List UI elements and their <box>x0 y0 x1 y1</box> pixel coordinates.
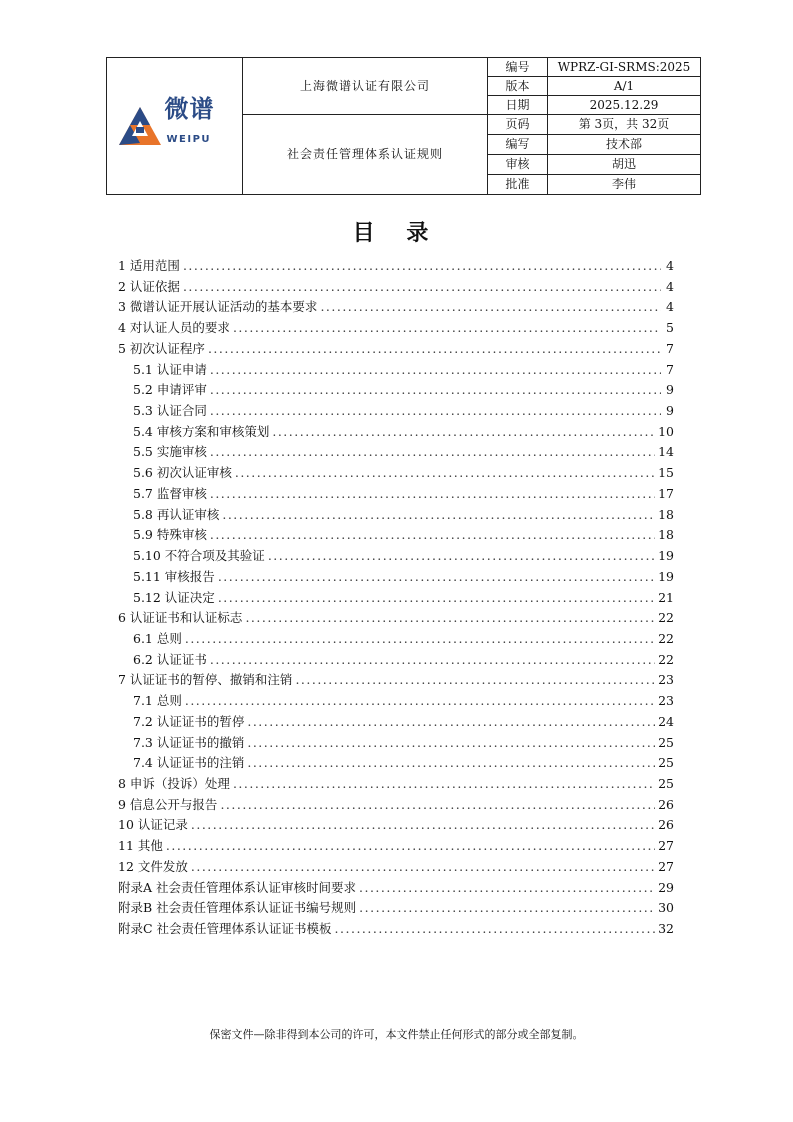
toc-leader-dots <box>210 527 655 542</box>
toc-entry-page: 25 <box>658 755 674 771</box>
toc-entry-label: 7.2 认证证书的暂停 <box>133 713 245 729</box>
toc-entry[interactable] <box>118 401 674 422</box>
toc-leader-dots <box>247 735 655 750</box>
toc-entry[interactable] <box>118 898 674 919</box>
toc-entry[interactable] <box>118 525 674 546</box>
toc-entry-page: 14 <box>658 444 674 460</box>
toc-entry-label: 5.10 不符合项及其验证 <box>133 548 265 564</box>
toc-entry-page: 29 <box>658 879 674 895</box>
toc-entry[interactable] <box>118 505 674 526</box>
toc-entry[interactable] <box>118 753 674 774</box>
toc-leader-dots <box>185 693 655 708</box>
toc-entry-page: 32 <box>658 921 674 936</box>
toc-leader-dots <box>220 797 655 812</box>
toc-leader-dots <box>233 320 661 335</box>
toc-leader-dots <box>210 382 661 397</box>
field-label-approver: 批准 <box>488 175 548 195</box>
toc-leader-dots <box>272 424 655 439</box>
toc-entry[interactable] <box>118 256 674 277</box>
toc-entry-label: 5.12 认证决定 <box>133 589 215 605</box>
toc-leader-dots <box>247 714 655 729</box>
toc-entry-page: 26 <box>658 817 674 833</box>
toc-leader-dots <box>191 859 655 874</box>
toc-entry-label: 2 认证依据 <box>118 278 180 294</box>
toc-entry-page: 22 <box>658 651 674 667</box>
toc-entry[interactable] <box>118 360 674 381</box>
toc-entry[interactable] <box>118 318 674 339</box>
document-header-table <box>106 57 701 195</box>
toc-entry-page: 18 <box>658 527 674 543</box>
toc-entry-page: 26 <box>658 796 674 812</box>
toc-leader-dots <box>210 652 655 667</box>
field-value-page: 第 3页，共 32页 <box>548 115 701 135</box>
toc-entry[interactable] <box>118 815 674 836</box>
toc-entry[interactable] <box>118 277 674 298</box>
toc-entry-label: 5.9 特殊审核 <box>133 527 207 543</box>
toc-entry-page: 18 <box>658 506 674 522</box>
logo-chinese-text: 微谱 <box>164 95 215 123</box>
toc-entry[interactable] <box>118 567 674 588</box>
toc-entry-label: 11 其他 <box>118 838 163 854</box>
toc-entry-label: 5.7 监督审核 <box>133 485 207 501</box>
toc-leader-dots <box>183 258 661 273</box>
toc-entry-label: 4 对认证人员的要求 <box>118 320 230 336</box>
toc-entry[interactable] <box>118 442 674 463</box>
toc-entry-label: 10 认证记录 <box>118 817 188 833</box>
toc-entry-label: 5.6 初次认证审核 <box>133 465 232 481</box>
field-value-number: WPRZ-GI-SRMS:2025 <box>548 58 701 77</box>
toc-entry[interactable] <box>118 422 674 443</box>
toc-entry[interactable] <box>118 691 674 712</box>
toc-entry[interactable] <box>118 670 674 691</box>
toc-entry-page: 21 <box>658 589 674 605</box>
toc-leader-dots <box>210 486 655 501</box>
field-value-date: 2025.12.29 <box>548 96 701 115</box>
toc-leader-dots <box>359 900 655 915</box>
toc-entry-label: 6.1 总则 <box>133 630 182 646</box>
toc-entry-label: 3 微谱认证开展认证活动的基本要求 <box>118 299 318 315</box>
toc-entry-page: 22 <box>658 630 674 646</box>
toc-entry-label: 附录A 社会责任管理体系认证审核时间要求 <box>118 879 357 895</box>
toc-entry-page: 25 <box>658 775 674 791</box>
toc-entry-page: 9 <box>666 403 674 419</box>
field-value-approver: 李伟 <box>548 175 701 195</box>
toc-entry-page: 7 <box>666 361 674 377</box>
toc-leader-dots <box>268 548 655 563</box>
toc-entry[interactable] <box>118 546 674 567</box>
toc-entry-label: 5.8 再认证审核 <box>133 506 220 522</box>
toc-entry[interactable] <box>118 484 674 505</box>
toc-entry-label: 7.4 认证证书的注销 <box>133 755 245 771</box>
toc-entry-page: 23 <box>658 672 674 688</box>
toc-leader-dots <box>245 610 655 625</box>
confidentiality-footer: 保密文件—除非得到本公司的许可，本文件禁止任何形式的部分或全部复制。 <box>209 1028 584 1041</box>
toc-entry[interactable] <box>118 463 674 484</box>
toc-entry-page: 23 <box>658 693 674 709</box>
toc-leader-dots <box>335 921 656 936</box>
toc-entry[interactable] <box>118 712 674 733</box>
field-label-author: 编写 <box>488 135 548 155</box>
toc-entry[interactable] <box>118 339 674 360</box>
toc-entry-label: 6.2 认证证书 <box>133 651 207 667</box>
toc-entry-page: 5 <box>666 320 674 336</box>
weipu-logo <box>115 95 235 151</box>
field-label-reviewer: 审核 <box>488 155 548 175</box>
table-of-contents <box>118 256 674 940</box>
field-label-version: 版本 <box>488 77 548 96</box>
document-title: 社会责任管理体系认证规则 <box>243 115 488 195</box>
toc-entry[interactable] <box>118 774 674 795</box>
toc-entry-label: 1 适用范围 <box>118 258 180 273</box>
toc-entry-page: 15 <box>658 465 674 481</box>
toc-entry-page: 27 <box>658 838 674 854</box>
toc-leader-dots <box>218 569 655 584</box>
toc-leader-dots <box>320 299 661 314</box>
toc-leader-dots <box>359 880 655 895</box>
logo-mark-icon <box>117 105 163 149</box>
toc-leader-dots <box>210 362 661 377</box>
toc-entry-label: 附录B 社会责任管理体系认证证书编号规则 <box>118 900 357 916</box>
toc-entry-page: 19 <box>658 548 674 564</box>
field-label-page: 页码 <box>488 115 548 135</box>
toc-leader-dots <box>185 631 655 646</box>
toc-entry-label: 5.4 审核方案和审核策划 <box>133 423 270 439</box>
toc-entry-page: 4 <box>666 278 674 294</box>
toc-leader-dots <box>235 465 655 480</box>
field-label-number: 编号 <box>488 58 548 77</box>
toc-entry-page: 30 <box>658 900 674 916</box>
toc-leader-dots <box>210 403 661 418</box>
toc-entry-label: 5.3 认证合同 <box>133 403 207 419</box>
toc-leader-dots <box>210 444 655 459</box>
company-name: 上海微谱认证有限公司 <box>243 58 488 115</box>
field-value-version: A/1 <box>548 77 701 96</box>
toc-entry[interactable] <box>118 919 674 940</box>
toc-entry-page: 4 <box>666 299 674 315</box>
toc-leader-dots <box>218 590 655 605</box>
toc-title: 目 录 <box>352 220 441 246</box>
toc-entry-label: 5.5 实施审核 <box>133 444 207 460</box>
toc-leader-dots <box>191 817 655 832</box>
toc-entry[interactable] <box>118 733 674 754</box>
toc-leader-dots <box>208 341 661 356</box>
toc-entry-label: 7 认证证书的暂停、撤销和注销 <box>118 672 293 688</box>
field-value-author: 技术部 <box>548 135 701 155</box>
toc-entry[interactable] <box>118 795 674 816</box>
toc-entry-page: 19 <box>658 568 674 584</box>
toc-entry-label: 5.2 申请评审 <box>133 382 207 398</box>
toc-leader-dots <box>295 672 655 687</box>
field-label-date: 日期 <box>488 96 548 115</box>
toc-entry[interactable] <box>118 297 674 318</box>
toc-entry-label: 8 申诉（投诉）处理 <box>118 775 230 791</box>
toc-entry[interactable] <box>118 608 674 629</box>
toc-entry-page: 9 <box>666 382 674 398</box>
toc-entry-page: 17 <box>658 485 674 501</box>
toc-leader-dots <box>233 776 655 791</box>
toc-entry-page: 7 <box>666 340 674 356</box>
toc-leader-dots <box>222 507 655 522</box>
toc-entry-label: 7.1 总则 <box>133 693 182 709</box>
toc-entry[interactable] <box>118 629 674 650</box>
toc-entry-page: 4 <box>666 258 674 273</box>
toc-entry-label: 12 文件发放 <box>118 858 188 874</box>
toc-entry-page: 25 <box>658 734 674 750</box>
toc-leader-dots <box>183 279 661 294</box>
toc-entry-label: 7.3 认证证书的撤销 <box>133 734 245 750</box>
toc-entry[interactable] <box>118 380 674 401</box>
logo-cell <box>107 58 243 195</box>
toc-entry-label: 6 认证证书和认证标志 <box>118 610 243 626</box>
toc-entry-page: 24 <box>658 713 674 729</box>
toc-entry-label: 5.11 审核报告 <box>133 568 215 584</box>
toc-entry-label: 5 初次认证程序 <box>118 340 205 356</box>
toc-entry-label: 9 信息公开与报告 <box>118 796 218 812</box>
toc-leader-dots <box>166 838 655 853</box>
toc-leader-dots <box>247 755 655 770</box>
toc-entry[interactable] <box>118 588 674 609</box>
toc-entry-page: 10 <box>658 423 674 439</box>
toc-entry-page: 27 <box>658 858 674 874</box>
toc-entry[interactable] <box>118 650 674 671</box>
toc-entry-label: 5.1 认证申请 <box>133 361 207 377</box>
toc-entry-label: 附录C 社会责任管理体系认证证书模板 <box>118 921 332 936</box>
toc-entry[interactable] <box>118 878 674 899</box>
field-value-reviewer: 胡迅 <box>548 155 701 175</box>
logo-english-text: WEIPU <box>166 134 212 145</box>
toc-entry-page: 22 <box>658 610 674 626</box>
toc-entry[interactable] <box>118 857 674 878</box>
toc-entry[interactable] <box>118 836 674 857</box>
